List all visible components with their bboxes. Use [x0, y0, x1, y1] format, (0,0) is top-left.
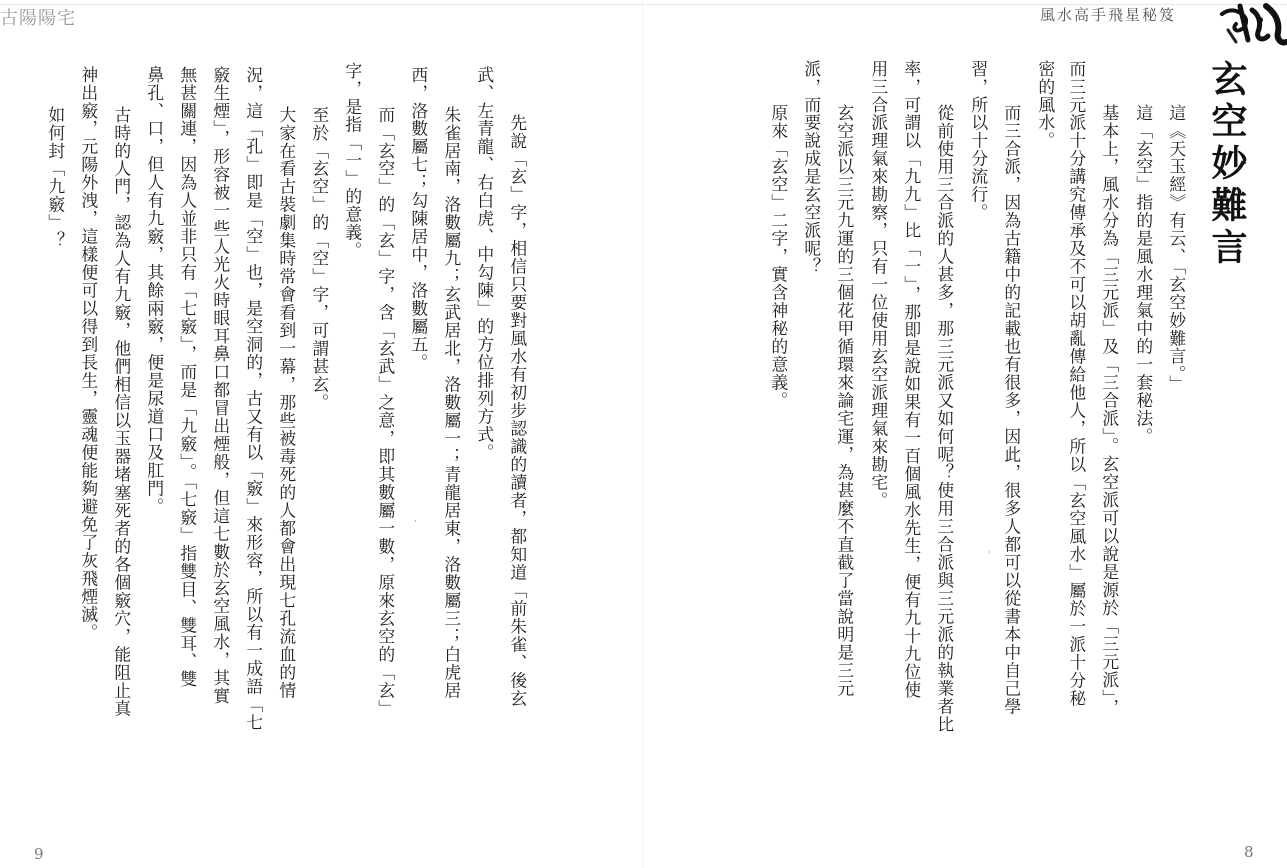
left-page-column-14: 神出竅，元陽外洩，這樣便可以得到長生，靈魂便能夠避免了灰飛煙滅。: [78, 66, 99, 642]
left-page-column-5: 而「玄空」的「玄」字，含「玄武」之意，即其數屬一數，原來玄空的「玄」: [375, 106, 396, 718]
left-page-column-15: 如何封「九竅」？: [45, 106, 66, 250]
left-page-column-12: 鼻孔、口，但人有九竅，其餘兩竅，便是尿道口及肛門。: [144, 66, 165, 516]
left-page-column-9: 況，這「孔」即是「空」也，是空洞的，古又有以「竅」來形容，所以有一成語「七: [243, 66, 264, 732]
right-page-column-8: 從前使用三合派的人甚多，那三元派又如何呢？使用三合派與三元派的執業者比: [934, 104, 955, 734]
right-page-column-6: 而三合派，因為古籍中的記載也有很多，因此，很多人都可以從書本中自己學: [1001, 104, 1022, 716]
page-number-right: 8: [1244, 843, 1254, 861]
right-page-column-7: 習，所以十分流行。: [968, 60, 989, 222]
right-page-column-13: 原來「玄空」二字，實含神秘的意義。: [768, 104, 789, 410]
left-page-column-11: 無甚關連，因為人並非只有「七竅」，而是「九竅」。「七竅」指雙目、雙耳、雙: [177, 66, 198, 689]
left-page-column-4: 西，洛數屬七；勾陳居中，洛數屬五。: [408, 66, 429, 372]
left-page-column-7: 至於「玄空」的「空」字，可謂甚玄。: [309, 106, 330, 412]
right-page-column-10: 用三合派理氣來勘察，只有一位使用玄空派理氣來勘宅。: [868, 60, 889, 510]
right-page-column-4: 而三元派十分講究傳承及不可以胡亂傳給他人，所以「玄空風水」屬於一派十分秘: [1066, 60, 1087, 708]
chapter-title: 玄空妙難言: [1206, 60, 1247, 270]
right-page-column-1: 這《天玉經》有云、「玄空妙難言。」: [1166, 104, 1187, 394]
right-page-column-11: 玄空派以三元九運的三個花甲循環來論宅運，為甚麼不直截了當說明是三元: [834, 104, 855, 698]
running-head-right: 風水高手飛星秘笈: [1040, 6, 1177, 24]
running-head-left: 古陽陽宅: [0, 8, 76, 29]
right-page-column-5: 密的風水。: [1035, 60, 1056, 150]
page-number-left: 9: [34, 845, 44, 863]
right-page-column-2: 這「玄空」指的是風水理氣中的一套秘法。: [1133, 104, 1154, 446]
page-gutter: [642, 0, 643, 868]
right-page-column-12: 派，而要說成是玄空派呢？: [801, 60, 822, 276]
stray-dot: ·: [414, 517, 417, 526]
stray-dot: ·: [988, 548, 991, 557]
right-page-column-3: 基本上，風水分為「三元派」及「三合派」。玄空派可以說是源於「三元派」，: [1099, 104, 1120, 717]
left-page-column-8: 大家在看古裝劇集時常會看到一幕，那些被毒死的人都會出現七孔流血的情: [276, 106, 297, 700]
left-page-column-2: 武、左青龍、右白虎、中勾陳」的方位排列方式。: [474, 66, 495, 462]
left-page-column-13: 古時的人門，認為人有九竅，他們相信以玉器堵塞死者的各個竅穴，能阻止真: [111, 106, 132, 718]
left-page-column-1: 先說「玄」字，相信只要對風水有初步認識的讀者，都知道「前朱雀、後玄: [507, 114, 528, 708]
right-page-column-9: 率，可謂以「九九」比「一」，那即是說如果有一百個風水先生，便有九十九位使: [901, 60, 922, 700]
brush-calligraphy-logo-icon: [1218, 0, 1287, 48]
left-page-column-10: 竅生煙」，形容被一些人光火時眼耳鼻口都冒出煙般，但這七數於玄空風水，其實: [210, 66, 231, 706]
left-page-column-6: 字，是指「一」的意義。: [342, 62, 363, 260]
left-page-column-3: 朱雀居南，洛數屬九；玄武居北，洛數屬一；青龍居東，洛數屬三；白虎居: [441, 106, 462, 700]
